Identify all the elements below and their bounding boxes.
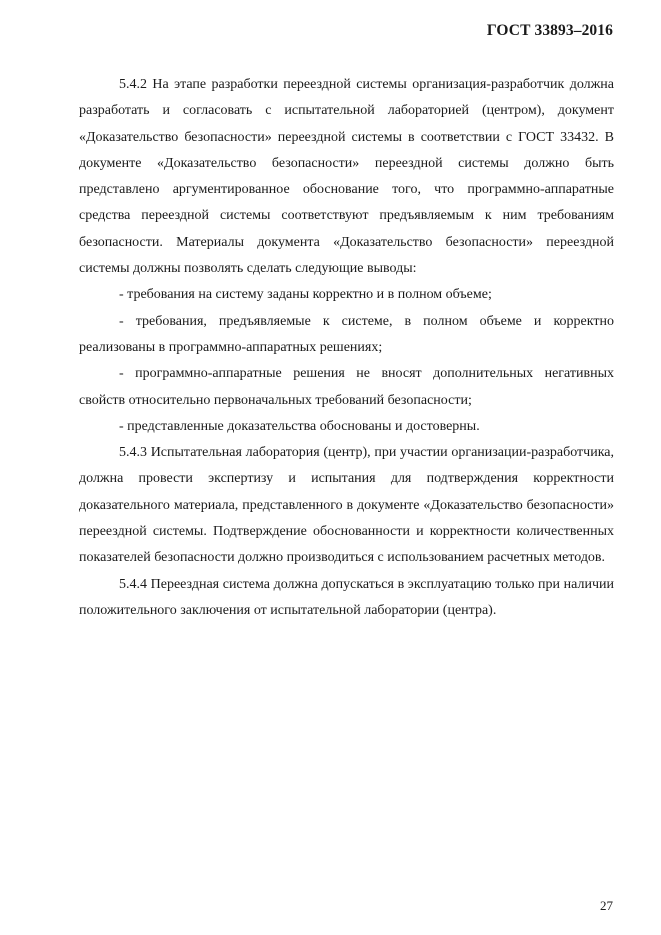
paragraph-5-4-3: 5.4.3 Испытательная лаборатория (центр), при участии организации-разработчика, должна провести экспертизу и испытания для подтверждения корректности доказательного материала, представленного в документе «Доказательство безопасности» переездной системы. Подтверждение обоснованности и корректности количественных показателей безопасности должно производиться с использованием расчетных методов.: [79, 445, 614, 566]
bullet-item: - требования, предъявляемые к системе, в полном объеме и корректно реализованы в программно-аппаратных решениях;: [79, 313, 614, 355]
paragraph-5-4-4: 5.4.4 Переездная система должна допускаться в эксплуатацию только при наличии положительного заключения от испытательной лаборатории (центра).: [79, 576, 614, 618]
page-number: 27: [600, 898, 613, 913]
bullet-item: - представленные доказательства обоснованы и достоверны.: [119, 418, 480, 434]
bullet-item: - программно-аппаратные решения не вносят дополнительных негативных свойств относительно первоначальных требований безопасности;: [79, 366, 614, 408]
document-header: ГОСТ 33893–2016: [486, 22, 613, 39]
document-body: [79, 72, 614, 624]
paragraph-5-4-2: 5.4.2 На этапе разработки переездной системы организация-разработчик должна разработать и согласовать с испытательной лабораторией (центром), документ «Доказательство безопасности» переездной системы в соответствии с ГОСТ 33432. В документе «Доказательство безопасности» переездной системы должно быть представлено аргументированное обоснование того, что программно-аппаратные средства переездной системы соответствуют предъявляемым к ним требованиям безопасности. Материалы документа «Доказательство безопасности» переездной системы должны позволять сделать следующие выводы:: [79, 77, 614, 277]
bullet-item: - требования на систему заданы корректно и в полном объеме;: [119, 287, 492, 303]
